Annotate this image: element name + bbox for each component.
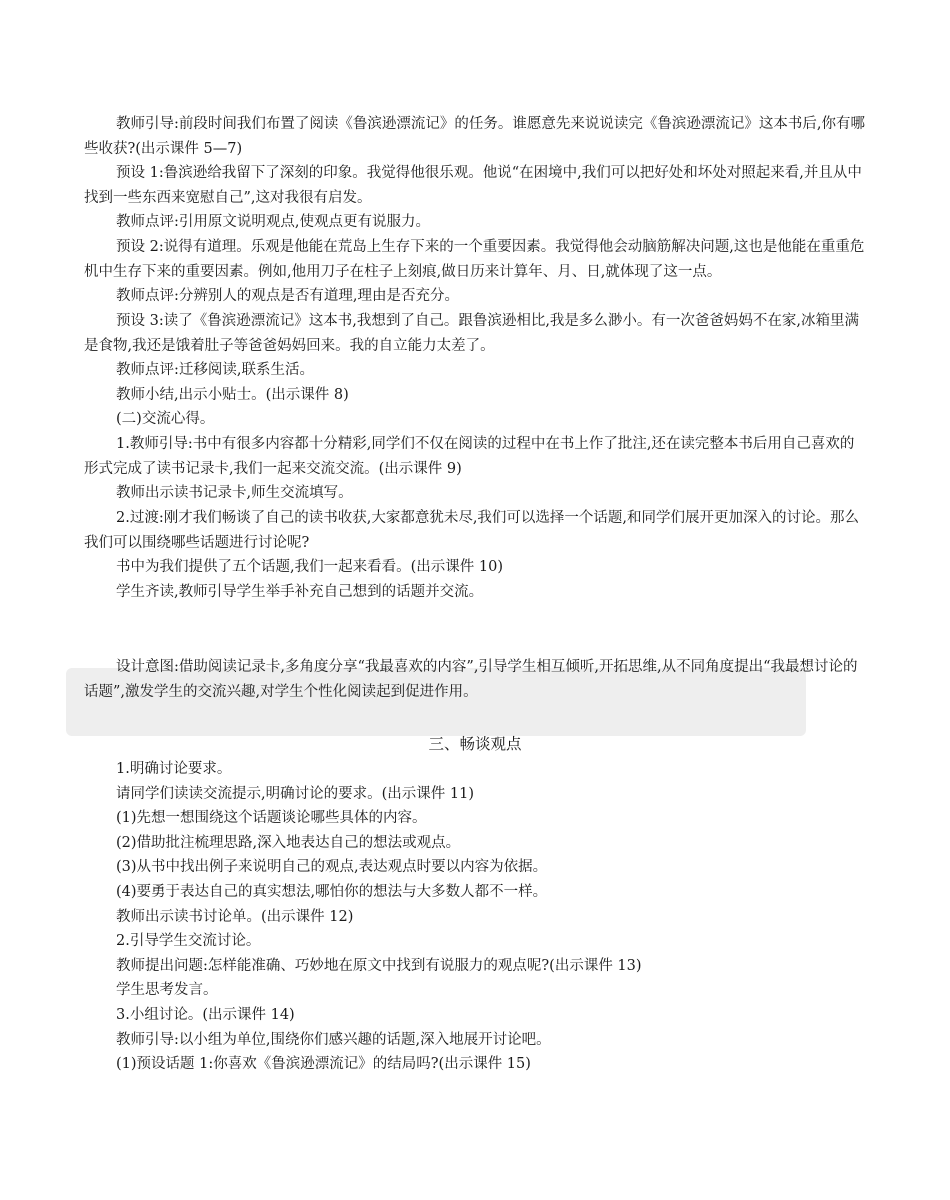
line-student-answer: 学生思考发言。	[116, 982, 218, 998]
paragraph-preset-2: 预设 2:说得有道理。乐观是他能在荒岛上生存下来的一个重要因素。我觉得他会动脑筋解决问题,这也是他能在重重危机中生存下来的重要因素。例如,他用刀子在柱子上刻痕,做日历来计算年、月、日,就体现了这一点。	[84, 239, 865, 280]
line-preset-topic-1: (1)预设话题 1:你喜欢《鲁滨逊漂流记》的结局吗?(出示课件 15)	[116, 1056, 531, 1072]
section-heading: 三、畅谈观点	[428, 735, 522, 753]
paragraph-preset-1: 预设 1:鲁滨逊给我留下了深刻的印象。我觉得他很乐观。他说“在困境中,我们可以把好处和坏处对照起来看,并且从中找到一些东西来宽慰自己”,这对我很有启发。	[84, 165, 862, 206]
line-tip-3: (3)从书中找出例子来说明自己的观点,表达观点时要以内容为依据。	[116, 859, 548, 875]
line-clarify-requirements: 1.明确讨论要求。	[116, 761, 232, 777]
line-tip-1: (1)先想一想围绕这个话题谈论哪些具体的内容。	[116, 810, 427, 826]
paragraph-transition: 2.过渡:刚才我们畅谈了自己的读书收获,大家都意犹未尽,我们可以选择一个话题,和同学们展开更加深入的讨论。那么我们可以围绕哪些话题进行讨论呢?	[84, 510, 860, 551]
paragraph-reading-card: 教师出示读书记录卡,师生交流填写。	[116, 485, 353, 501]
paragraph-teacher-comment-2: 教师点评:分辨别人的观点是否有道理,理由是否充分。	[116, 288, 459, 304]
paragraph-teacher-guide-2: 1.教师引导:书中有很多内容都十分精彩,同学们不仅在阅读的过程中在书上作了批注,还在读完整本书后用自己喜欢的形式完成了读书记录卡,我们一起来交流交流。(出示课件 9)	[84, 436, 855, 477]
line-tip-4: (4)要勇于表达自己的真实想法,哪怕你的想法与大多数人都不一样。	[116, 884, 548, 900]
paragraph-student-reading: 学生齐读,教师引导学生举手补充自己想到的话题并交流。	[116, 584, 484, 600]
paragraph-teacher-summary: 教师小结,出示小贴士。(出示课件 8)	[116, 387, 349, 403]
line-discussion-sheet: 教师出示读书讨论单。(出示课件 12)	[116, 909, 354, 925]
line-group-discussion: 3.小组讨论。(出示课件 14)	[116, 1007, 295, 1023]
design-intent-text: 设计意图:借助阅读记录卡,多角度分享“我最喜欢的内容”,引导学生相互倾听,开拓思维,从不同角度提出“我最想讨论的话题”,激发学生的交流兴趣,对学生个性化阅读起到促进作用。	[84, 659, 858, 700]
line-guide-discussion: 2.引导学生交流讨论。	[116, 933, 261, 949]
subheading-exchange: (二)交流心得。	[116, 411, 215, 427]
paragraph-teacher-comment-3: 教师点评:迁移阅读,联系生活。	[116, 362, 314, 378]
paragraph-teacher-guide-1: 教师引导:前段时间我们布置了阅读《鲁滨逊漂流记》的任务。谁愿意先来说说读完《鲁滨逊漂流记》这本书后,你有哪些收获?(出示课件 5—7)	[84, 116, 865, 157]
paragraph-five-topics: 书中为我们提供了五个话题,我们一起来看看。(出示课件 10)	[116, 559, 503, 575]
line-tip-2: (2)借助批注梳理思路,深入地表达自己的想法或观点。	[116, 835, 461, 851]
line-read-tips: 请同学们读读交流提示,明确讨论的要求。(出示课件 11)	[116, 786, 474, 802]
line-teacher-guide-group: 教师引导:以小组为单位,围绕你们感兴趣的话题,深入地展开讨论吧。	[116, 1032, 551, 1048]
paragraph-preset-3: 预设 3:读了《鲁滨逊漂流记》这本书,我想到了自己。跟鲁滨逊相比,我是多么渺小。有一次爸爸妈妈不在家,冰箱里满是食物,我还是饿着肚子等爸爸妈妈回来。我的自立能力太差了。	[84, 313, 860, 354]
paragraph-teacher-comment-1: 教师点评:引用原文说明观点,使观点更有说服力。	[116, 214, 430, 230]
line-teacher-question: 教师提出问题:怎样能准确、巧妙地在原文中找到有说服力的观点呢?(出示课件 13)	[116, 958, 642, 974]
